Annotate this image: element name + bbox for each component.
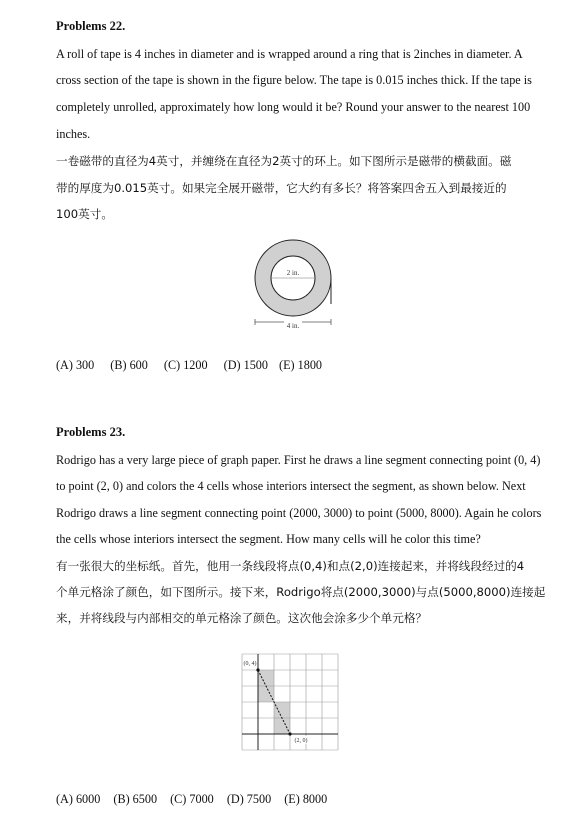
choice-a[interactable]: (A) 300 bbox=[56, 358, 95, 372]
graph-paper-figure bbox=[240, 652, 344, 756]
problem-23-chinese-line: 来，并将线段与内部相交的单元格涂了颜色。这次他会涂多少个单元格？ bbox=[56, 611, 428, 625]
choice-c[interactable]: (C) 1200 bbox=[163, 358, 208, 372]
problem-22-choices bbox=[56, 358, 335, 373]
choice-c[interactable]: (C) 7000 bbox=[170, 792, 214, 806]
problem-23-chinese-line: 个单元格涂了颜色，如下图所示。接下来，Rodrigo将点(2000,3000)与点(5000,8000)连接起 bbox=[56, 585, 546, 599]
colored-cell bbox=[274, 718, 290, 734]
problem-23-chinese-line: 有一张很大的坐标纸。首先，他用一条线段将点(0,4)和点(2,0)连接起来，并将线段经过的4 bbox=[56, 559, 525, 573]
end-point-label: (2, 0) bbox=[294, 738, 308, 744]
problem-23-heading: Problems 23. bbox=[56, 425, 126, 439]
choice-a[interactable]: (A) 6000 bbox=[56, 792, 101, 806]
problem-22-text-line: inches. bbox=[56, 127, 91, 141]
problem-22-text-line: A roll of tape is 4 inches in diameter and is wrapped around a ring that is 2inches in diameter. A bbox=[56, 47, 523, 61]
choice-d[interactable]: (D) 7500 bbox=[226, 792, 272, 806]
choice-b[interactable]: (B) 600 bbox=[110, 358, 148, 372]
choice-e[interactable]: (E) 1800 bbox=[279, 358, 323, 372]
problem-22-chinese-line: 带的厚度为0.015英寸。如果完全展开磁带，它大约有多长？将答案四舍五入到最接近的 bbox=[56, 181, 507, 195]
choice-e[interactable]: (E) 8000 bbox=[284, 792, 328, 806]
segment-start-point bbox=[256, 668, 259, 671]
problem-23-text-line: Rodrigo draws a line segment connecting point (2000, 3000) to point (5000, 8000). Again he colors bbox=[56, 506, 542, 520]
segment-end-point bbox=[288, 732, 291, 735]
inner-diameter-label: 2 in. bbox=[286, 269, 300, 277]
colored-cell bbox=[258, 686, 274, 702]
choice-b[interactable]: (B) 6500 bbox=[113, 792, 158, 806]
problem-22-heading: Problems 22. bbox=[56, 19, 126, 33]
start-point-label: (0, 4) bbox=[243, 661, 257, 667]
tape-cross-section-figure bbox=[248, 238, 340, 330]
problem-22-text-line: cross section of the tape is shown in the figure below. The tape is 0.015 inches thick. If the tape is bbox=[56, 73, 532, 87]
problem-23-text-line: Rodrigo has a very large piece of graph paper. First he draws a line segment connecting point (0, 4) bbox=[56, 453, 541, 467]
problem-23-text-line: to point (2, 0) and colors the 4 cells whose interiors intersect the segment, as shown below. Next bbox=[56, 479, 526, 493]
problem-22-text-line: completely unrolled, approximately how long would it be? Round your answer to the nearest 100 bbox=[56, 100, 531, 114]
choice-d[interactable]: (D) 1500 bbox=[223, 358, 268, 372]
problem-22-chinese-line: 100英寸。 bbox=[56, 207, 113, 221]
outer-diameter-label: 4 in. bbox=[286, 322, 300, 330]
colored-cell bbox=[258, 670, 274, 686]
colored-cell bbox=[274, 702, 290, 718]
problem-23-choices bbox=[56, 792, 340, 807]
problem-22-chinese-line: 一卷磁带的直径为4英寸，并缠绕在直径为2英寸的环上。如下图所示是磁带的横截面。磁 bbox=[56, 154, 512, 168]
problem-23-text-line: the cells whose interiors intersect the segment. How many cells will he color this time? bbox=[56, 532, 481, 546]
